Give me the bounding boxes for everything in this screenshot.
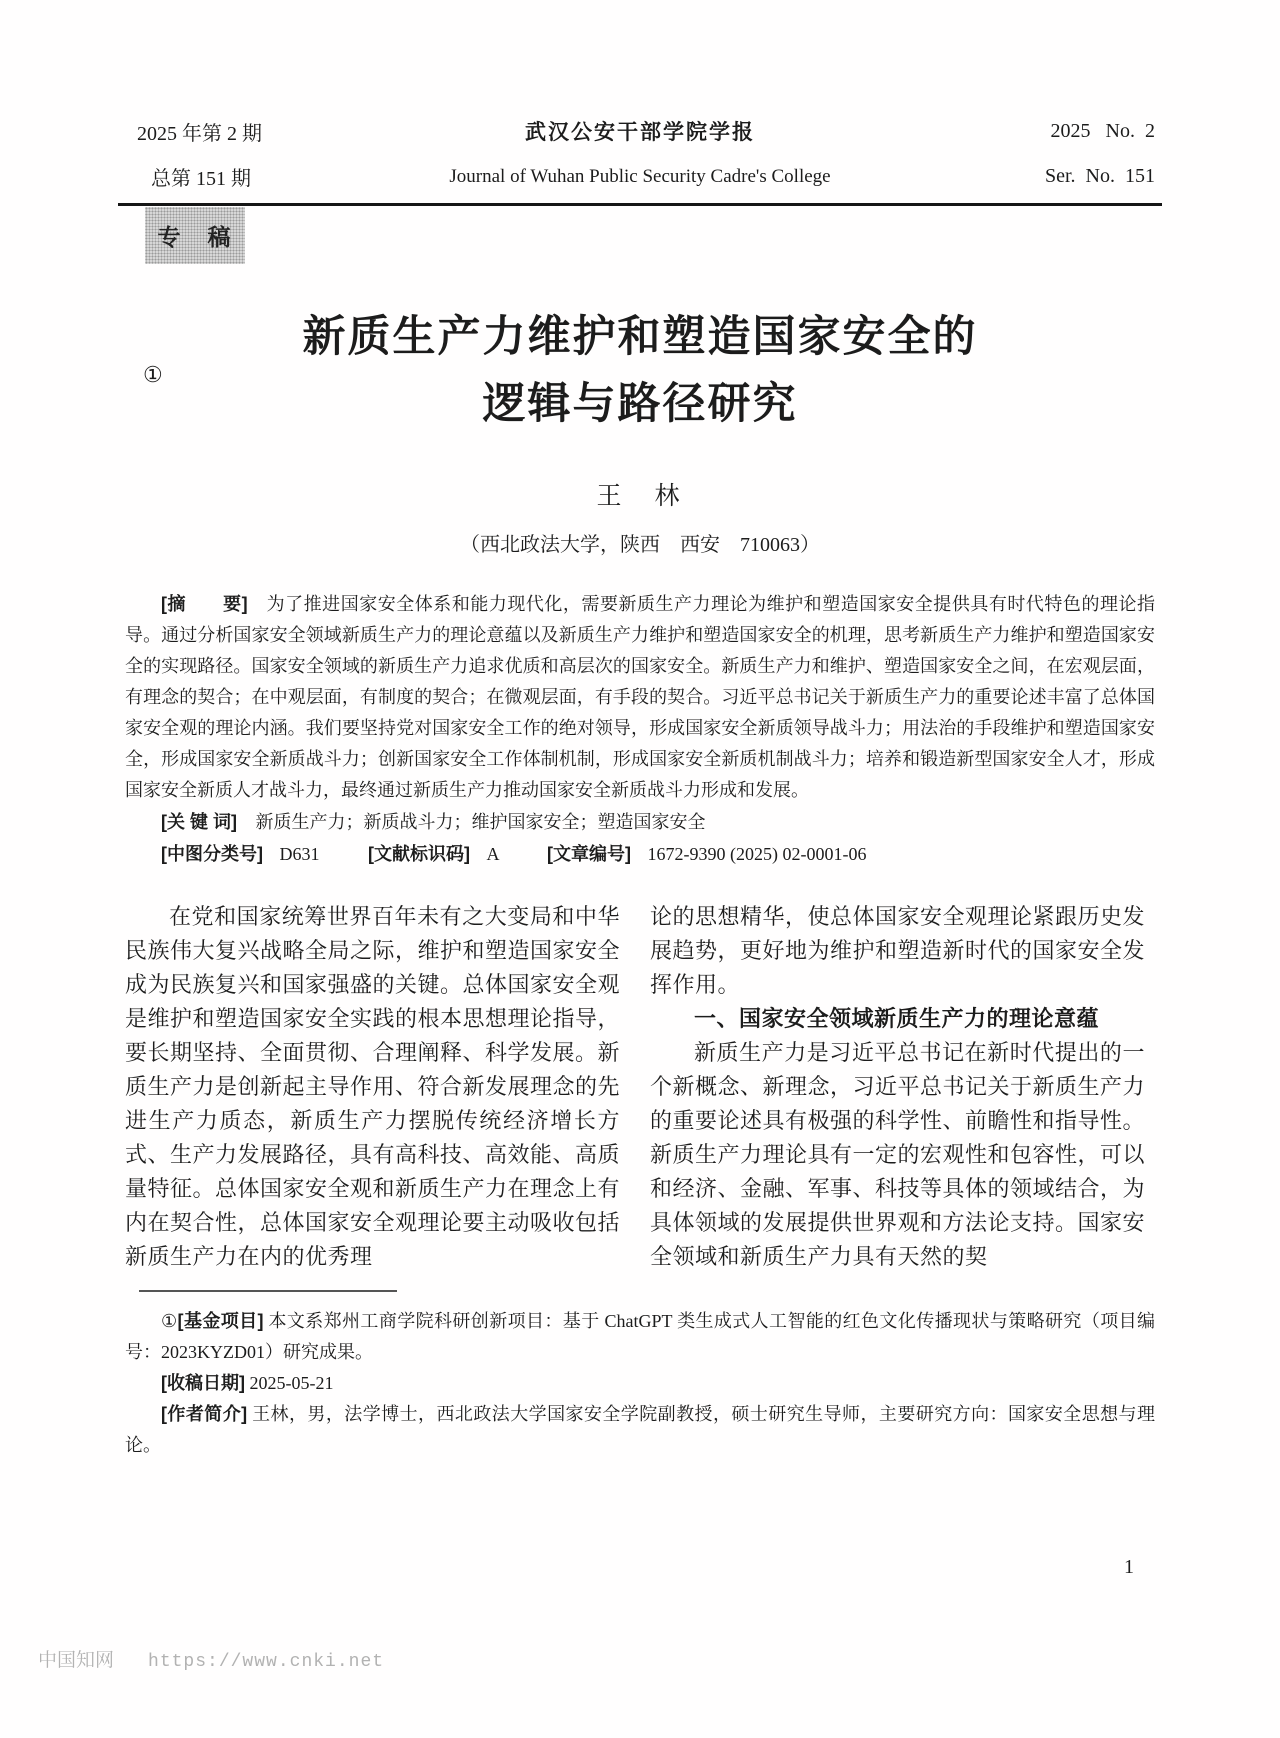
body-paragraph-intro: 在党和国家统筹世界百年未有之大变局和中华民族伟大复兴战略全局之际，维护和塑造国家安全成为民族复兴和国家强盛的关键。总体国家安全观是维护和塑造国家安全实践的根本思想理论指导，要长期坚持、全面贯彻、合理阐释、科学发展。新质生产力是创新起主导作用、符合新发展理念的先进生产力质态，新质生产力摆脱传统经济增长方式、生产力发展路径，具有高科技、高效能、高质量特征。总体国家安全观和新质生产力在理念上有内在契合性，总体国家安全观理论要主动吸收包括新质生产力在内的优秀理 [125,904,621,1269]
footnote-received-text: 2025-05-21 [249,1373,334,1393]
keywords-text: 新质生产力；新质战斗力；维护国家安全；塑造国家安全 [255,812,706,832]
footnote-fund [125,1306,1155,1368]
footnote-fund-label: [基金项目] [177,1311,264,1331]
title-block [125,304,1155,438]
footnote-fund-text: 本文系郑州工商学院科研创新项目：基于 ChatGPT 类生成式人工智能的红色文化传播现状与策略研究（项目编号：2023KYZD01）研究成果。 [125,1311,1156,1362]
clc-label: [中图分类号] [161,844,263,864]
body-column-left [125,900,620,1274]
doc-code-value: A [486,844,499,864]
article-title-line1: 新质生产力维护和塑造国家安全的 [302,314,978,361]
header-issue-en: 2025 No. 2 [1050,119,1155,142]
footnote-bio-text: 王林，男，法学博士，西北政法大学国家安全学院副教授，硕士研究生导师，主要研究方向：国家安全思想与理论。 [125,1404,1155,1455]
article-title [125,304,1155,438]
journal-title-cn: 武汉公安干部学院学报 [525,120,755,144]
doc-code-label: [文献标识码] [368,844,470,864]
watermark-url: https://www.cnki.net [148,1652,385,1672]
journal-header [125,116,1155,191]
title-footnote-marker: ① [143,362,163,387]
footnote-received [125,1368,1155,1399]
body-columns [125,900,1155,1274]
footnote-divider [139,1290,397,1292]
abstract [125,589,1155,806]
header-serial-en: Ser. No. 151 [1045,165,1155,187]
front-matter [125,589,1155,870]
body-paragraph-continuation: 论的思想精华，使总体国家安全观理论紧跟历史发展趋势，更好地为维护和塑造新时代的国家安全发挥作用。 [650,904,1146,997]
body-column-right [650,900,1145,1274]
cnki-watermark [38,1645,384,1672]
author-affiliation: （西北政法大学，陕西 西安 710063） [460,534,820,556]
watermark-site-name: 中国知网 [38,1650,115,1671]
abstract-label: [摘 要] [161,594,248,614]
author-name: 王 林 [596,483,684,510]
footnote-block [125,1290,1155,1461]
header-divider [118,203,1162,206]
footnote-bio [125,1399,1155,1461]
clc-value: D631 [279,844,320,864]
article-title-line2: 逻辑与路径研究 [482,381,798,428]
header-issue-cn: 2025 年第 2 期 [137,122,262,145]
article-id-value: 1672-9390 (2025) 02-0001-06 [647,844,867,864]
footnote-bio-label: [作者简介] [161,1404,248,1424]
article-meta [125,839,1155,870]
section-1-paragraph: 新质生产力是习近平总书记在新时代提出的一个新概念、新理念，习近平总书记关于新质生产力的重要论述具有极强的科学性、前瞻性和指导性。新质生产力理论具有一定的宏观性和包容性，可以和经济、金融、军事、科技等具体的领域结合，为具体领域的发展提供世界观和方法论支持。国家安全领域和新质生产力具有天然的契 [650,1040,1146,1269]
footnote-fund-marker: ① [161,1311,178,1331]
journal-title-en: Journal of Wuhan Public Security Cadre's College [449,165,831,187]
article-id-label: [文章编号] [547,844,632,864]
header-serial-cn: 总第 151 期 [151,168,251,190]
section-1-heading: 一、国家安全领域新质生产力的理论意蕴 [694,1006,1100,1031]
keywords [125,807,1155,838]
abstract-text: 为了推进国家安全体系和能力现代化，需要新质生产力理论为维护和塑造国家安全提供具有时代特色的理论指导。通过分析国家安全领域新质生产力的理论意蕴以及新质生产力维护和塑造国家安全的机理，思考新质生产力维护和塑造国家安全的实现路径。国家安全领域的新质生产力追求优质和高层次的国家安全。新质生产力和维护、塑造国家安全之间，在宏观层面，有理念的契合；在中观层面，有制度的契合；在微观层面，有手段的契合。习近平总书记关于新质生产力的重要论述丰富了总体国家安全观的理论内涵。我们要坚持党对国家安全工作的绝对领导，形成国家安全新质领导战斗力；用法治的手段维护和塑造国家安全，形成国家安全新质战斗力；创新国家安全工作体制机制，形成国家安全新质机制战斗力；培养和锻造新型国家安全人才，形成国家安全新质人才战斗力，最终通过新质生产力推动国家安全新质战斗力形成和发展。 [125,594,1156,800]
footnote-received-label: [收稿日期] [161,1373,245,1393]
column-tag-badge: 专 稿 [145,207,245,264]
page-number: 1 [1124,1556,1134,1578]
keywords-label: [关 键 词] [161,812,237,832]
